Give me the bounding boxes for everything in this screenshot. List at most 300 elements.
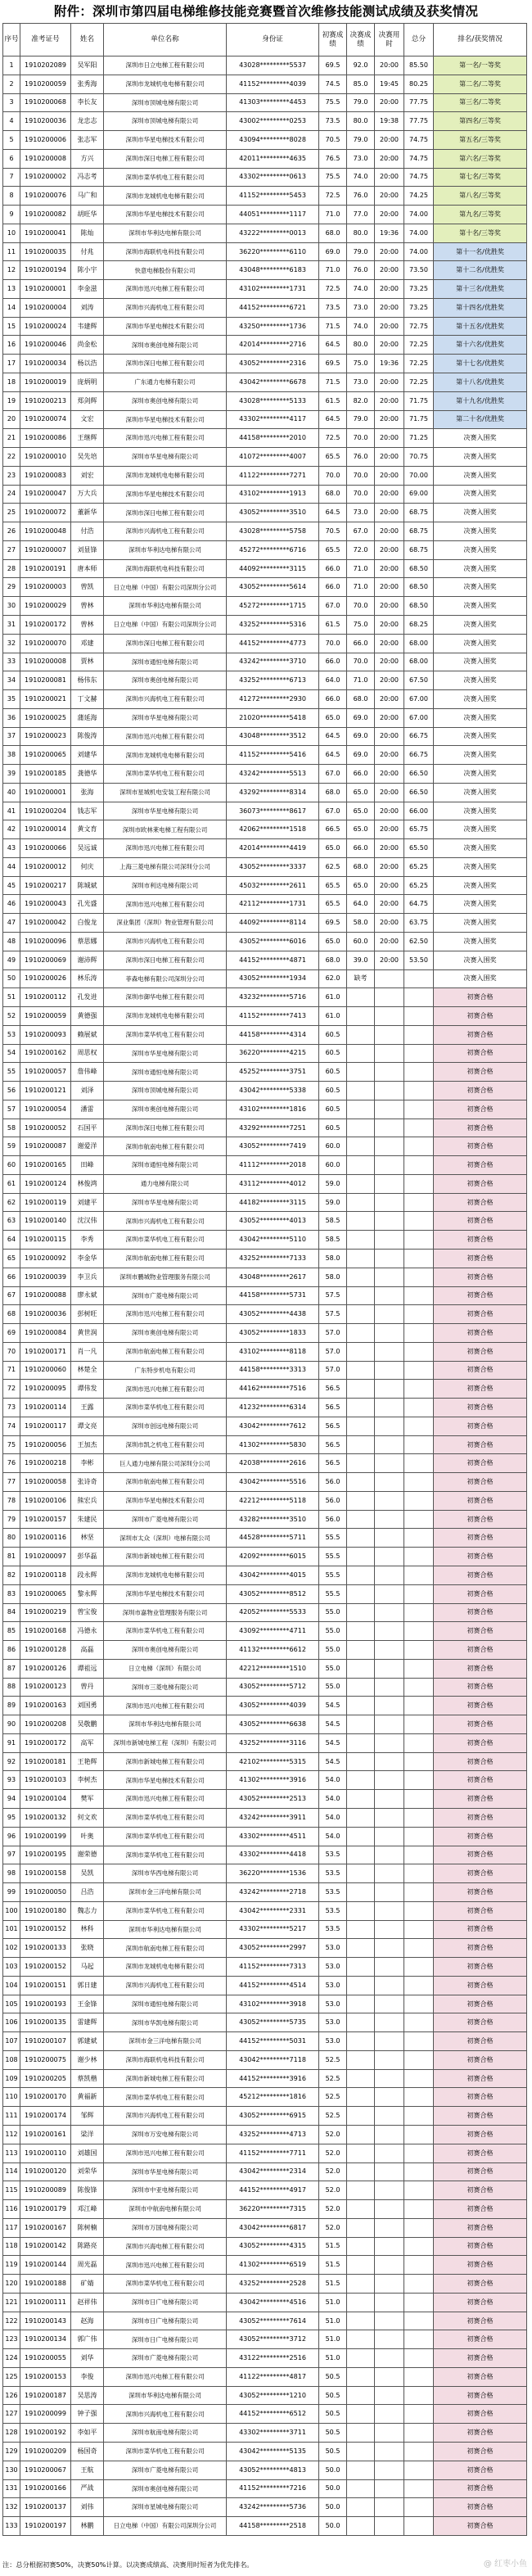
cell-company: 深圳市华星电梯技术有限公司 [104,1584,227,1603]
cell-index: 79 [3,1510,20,1529]
cell-rank: 第二名/二等奖 [434,75,527,93]
cell-time: 19:38 [375,112,404,131]
cell-index: 101 [3,1920,20,1939]
cell-index: 128 [3,2424,20,2443]
cell-name: 王继辉 [71,429,104,448]
cell-ticket: 1910200116 [20,1529,71,1548]
cell-id: 45032*********2611 [227,876,319,895]
cell-ticket: 1910200024 [20,317,71,336]
cell-index: 114 [3,2162,20,2181]
cell-time: 20:00 [375,298,404,317]
table-row [3,261,527,280]
cell-ticket: 1910200181 [20,1752,71,1771]
cell-company: 深圳市迅兴电梯工程有限公司 [104,2144,227,2162]
cell-name: 李彬 [71,1454,104,1473]
cell-final [347,2479,375,2498]
cell-name: 冯志考 [71,168,104,187]
cell-total [404,1100,434,1119]
cell-name: 彭华磊 [71,1548,104,1566]
cell-company: 深圳市华星电梯技术有限公司 [104,206,227,224]
cell-rank: 初赛合格 [434,2125,527,2144]
cell-ticket: 1910200042 [20,914,71,933]
cell-rank: 初赛合格 [434,1324,527,1343]
cell-id: 42038*********2616 [227,1454,319,1473]
cell-rank: 决赛入围奖 [434,597,527,616]
cell-final [347,2237,375,2256]
table-row [3,2032,527,2051]
cell-time [375,1137,404,1156]
cell-prelim: 54.0 [319,1790,347,1809]
cell-ticket: 1910200004 [20,298,71,317]
cell-index: 57 [3,1100,20,1119]
cell-name: 陈城斌 [71,876,104,895]
cell-index: 81 [3,1548,20,1566]
cell-total [404,1491,434,1510]
cell-final [347,2088,375,2107]
cell-ticket: 1910200195 [20,1846,71,1864]
cell-prelim: 60.5 [319,1119,347,1137]
cell-time [375,1473,404,1492]
cell-prelim: 54.5 [319,1733,347,1752]
cell-prelim: 56.5 [319,1380,347,1399]
cell-index: 53 [3,1025,20,1044]
cell-total: 67.00 [404,708,434,727]
cell-total [404,1584,434,1603]
cell-company: 菲森电梯有限公司深圳分公司 [104,969,227,988]
cell-rank: 决赛入围奖 [434,559,527,578]
table-row [3,1752,527,1771]
cell-id: 43292*********8314 [227,783,319,802]
cell-rank: 第七名/三等奖 [434,168,527,187]
cell-ticket: 1910200143 [20,2312,71,2330]
cell-total: 72.75 [404,317,434,336]
cell-name: 杨以浩 [71,355,104,373]
cell-company: 深圳市航南电梯工程有限公司 [104,1137,227,1156]
cell-rank: 第八名/三等奖 [434,187,527,206]
cell-final: 79.0 [347,131,375,150]
cell-total: 68.00 [404,634,434,653]
cell-rank: 决赛入围奖 [434,540,527,559]
table-row [3,969,527,988]
cell-time: 20:00 [375,448,404,467]
cell-final [347,1286,375,1305]
cell-ticket: 1910200001 [20,280,71,299]
cell-name: 谢沛辉 [71,951,104,969]
cell-index: 58 [3,1119,20,1137]
cell-id: 42062*********1518 [227,820,319,839]
cell-company: 深圳市菜华机电工程有限公司 [104,1846,227,1864]
cell-index: 84 [3,1603,20,1622]
cell-ticket: 1910200152 [20,1958,71,1977]
cell-total: 53.50 [404,951,434,969]
cell-ticket: 1910200172 [20,1733,71,1752]
cell-company: 深圳市深日电梯工程有限公司 [104,504,227,522]
cell-rank: 初赛合格 [434,1212,527,1231]
cell-time [375,1100,404,1119]
cell-prelim: 53.5 [319,1920,347,1939]
cell-final: 74.0 [347,317,375,336]
cell-total [404,1417,434,1435]
cell-final: 71.0 [347,578,375,597]
cell-index: 121 [3,2293,20,2312]
cell-index: 120 [3,2275,20,2294]
cell-time [375,1678,404,1697]
header-total: 总分 [404,24,434,56]
cell-index: 65 [3,1250,20,1268]
cell-rank: 初赛合格 [434,1808,527,1827]
table-row [3,448,527,467]
cell-final: 66.0 [347,765,375,784]
cell-name: 赵海 [71,2312,104,2330]
cell-time: 20:00 [375,876,404,895]
cell-prelim: 61.5 [319,615,347,634]
cell-prelim: 53.0 [319,1958,347,1977]
cell-total: 74.75 [404,149,434,168]
cell-index: 11 [3,242,20,261]
cell-rank: 第十七名/优胜奖 [434,355,527,373]
cell-index: 12 [3,261,20,280]
cell-final: 76.0 [347,448,375,467]
cell-id: 44152*********6512 [227,2405,319,2424]
cell-time: 20:00 [375,578,404,597]
cell-company: 深圳市海联机电科技有限公司 [104,559,227,578]
header-index: 序号 [3,24,20,56]
table-row [3,410,527,429]
cell-index: 64 [3,1231,20,1250]
cell-id: 43252*********6713 [227,671,319,690]
cell-prelim: 53.0 [319,2013,347,2032]
cell-time: 20:00 [375,280,404,299]
cell-final: 77.0 [347,206,375,224]
cell-id: 44162*********7516 [227,1380,319,1399]
cell-rank: 初赛合格 [434,2386,527,2405]
cell-ticket: 1910200096 [20,932,71,951]
cell-final: 70.0 [347,466,375,485]
cell-id: 43302*********4418 [227,1846,319,1864]
cell-final: 79.0 [347,93,375,112]
cell-company: 深圳市迅兴电梯工程有限公司 [104,2256,227,2275]
cell-company: 深圳市顶城电梯有限公司 [104,1082,227,1100]
cell-time: 20:00 [375,634,404,653]
cell-ticket: 1910200161 [20,2125,71,2144]
cell-prelim: 52.5 [319,2107,347,2126]
results-table [2,23,527,2536]
cell-index: 29 [3,578,20,597]
cell-id: 43048*********3512 [227,727,319,746]
cell-id: 41122*********7271 [227,466,319,485]
cell-id: 43232*********5716 [227,988,319,1007]
cell-rank: 第十名/三等奖 [434,224,527,242]
cell-prelim: 70.5 [319,131,347,150]
cell-rank: 初赛合格 [434,2293,527,2312]
cell-ticket: 1910200007 [20,540,71,559]
cell-index: 117 [3,2218,20,2237]
cell-rank: 初赛合格 [434,2013,527,2032]
cell-final: 65.0 [347,783,375,802]
cell-total: 63.75 [404,914,434,933]
cell-ticket: 1910200023 [20,727,71,746]
cell-final [347,2256,375,2275]
cell-final [347,1548,375,1566]
cell-company: 深圳市深日电梯工程有限公司 [104,355,227,373]
cell-prelim: 55.5 [319,1529,347,1548]
cell-final: 65.0 [347,876,375,895]
cell-id: 41303*********4453 [227,93,319,112]
cell-name: 吴远诚 [71,839,104,858]
cell-prelim: 75.5 [319,93,347,112]
cell-total: 72.25 [404,336,434,355]
cell-rank: 初赛合格 [434,2424,527,2443]
cell-name: 潘雷 [71,1100,104,1119]
cell-id: 43102*********3918 [227,1995,319,2013]
cell-name: 黄文育 [71,820,104,839]
cell-id: 43052*********5735 [227,2013,319,2032]
cell-rank: 初赛合格 [434,1435,527,1454]
cell-ticket: 1910200187 [20,2386,71,2405]
cell-time: 20:00 [375,895,404,914]
cell-rank: 初赛合格 [434,1491,527,1510]
cell-rank: 初赛合格 [434,1473,527,1492]
cell-prelim: 57.5 [319,1305,347,1324]
cell-total [404,2330,434,2349]
cell-rank: 决赛入围奖 [434,857,527,876]
cell-name: 郭日建 [71,1976,104,1995]
cell-name: 杨国奇 [71,2443,104,2461]
cell-company: 深圳市顶城电梯有限公司 [104,112,227,131]
table-row [3,131,527,150]
cell-name: 周光磊 [71,2256,104,2275]
cell-id: 41152*********7216 [227,2479,319,2498]
cell-rank: 初赛合格 [434,1678,527,1697]
cell-id: 44158*********4314 [227,1025,319,1044]
table-row [3,1883,527,1902]
cell-time: 20:00 [375,261,404,280]
cell-ticket: 1910200217 [20,876,71,895]
cell-id: 43052*********4438 [227,1305,319,1324]
cell-time [375,2461,404,2479]
table-row [3,1305,527,1324]
cell-rank: 决赛入围奖 [434,969,527,988]
cell-name: 刘宏 [71,466,104,485]
cell-name: 吴思涛 [71,2386,104,2405]
table-row [3,2013,527,2032]
cell-ticket: 1910200043 [20,895,71,914]
cell-ticket: 1910200059 [20,75,71,93]
cell-time [375,2479,404,2498]
cell-total: 85.50 [404,56,434,75]
table-row [3,1864,527,1883]
cell-final [347,1044,375,1063]
cell-rank: 初赛合格 [434,2443,527,2461]
cell-total: 72.25 [404,355,434,373]
cell-rank: 初赛合格 [434,2218,527,2237]
cell-time [375,1044,404,1063]
cell-company: 深圳市菜华机电工程有限公司 [104,765,227,784]
cell-company: 深圳市华星电梯技术有限公司 [104,1771,227,1790]
cell-id: 41272*********2930 [227,690,319,709]
cell-index: 17 [3,355,20,373]
cell-time [375,1399,404,1417]
cell-total: 73.50 [404,261,434,280]
cell-ticket: 1910200041 [20,224,71,242]
cell-ticket: 1910200088 [20,1286,71,1305]
cell-company: 深圳市兴海机电工程有限公司 [104,1212,227,1231]
cell-time [375,1510,404,1529]
cell-ticket: 1910200068 [20,93,71,112]
cell-rank: 决赛入围奖 [434,783,527,802]
table-row [3,1808,527,1827]
cell-total [404,1958,434,1977]
table-row [3,2517,527,2536]
cell-time [375,1417,404,1435]
cell-time: 19:45 [375,75,404,93]
cell-name: 韦建辉 [71,317,104,336]
cell-final [347,1156,375,1175]
cell-final [347,2275,375,2294]
table-row [3,1790,527,1809]
cell-ticket: 1910200002 [20,168,71,187]
cell-name: 张秀海 [71,75,104,93]
cell-prelim: 58.0 [319,1250,347,1268]
cell-time [375,2256,404,2275]
cell-total [404,1250,434,1268]
cell-total: 65.25 [404,857,434,876]
cell-final: 76.0 [347,187,375,206]
cell-company: 深圳市奥创电梯有限公司 [104,1324,227,1343]
cell-total [404,1399,434,1417]
cell-final: 73.0 [347,298,375,317]
cell-company: 深圳市华利达电梯有限公司 [104,540,227,559]
cell-company: 深圳市星城电梯有限公司 [104,2498,227,2517]
cell-final [347,2032,375,2051]
cell-final [347,1641,375,1660]
cell-total [404,969,434,988]
cell-index: 74 [3,1417,20,1435]
cell-index: 126 [3,2386,20,2405]
table-row [3,2479,527,2498]
cell-time [375,1231,404,1250]
cell-rank: 初赛合格 [434,1584,527,1603]
cell-id: 44158*********5731 [227,1286,319,1305]
table-row [3,355,527,373]
cell-prelim: 64.5 [319,410,347,429]
cell-prelim: 76.5 [319,149,347,168]
cell-final [347,1976,375,1995]
table-row [3,2330,527,2349]
table-row [3,2144,527,2162]
cell-total [404,1883,434,1902]
cell-final [347,2405,375,2424]
cell-time: 19:36 [375,224,404,242]
cell-total: 68.50 [404,559,434,578]
cell-rank: 决赛入围奖 [434,429,527,448]
cell-rank: 初赛合格 [434,2088,527,2107]
cell-company: 深圳市华利达电梯有限公司 [104,224,227,242]
cell-rank: 第十一名/优胜奖 [434,242,527,261]
cell-index: 44 [3,857,20,876]
cell-id: 36073*********8617 [227,802,319,820]
cell-final [347,1901,375,1920]
cell-company: 深圳市兴海机电工程有限公司 [104,298,227,317]
cell-prelim: 54.5 [319,1697,347,1715]
cell-time [375,1883,404,1902]
cell-ticket: 1910200114 [20,1399,71,1417]
cell-prelim: 64.0 [319,671,347,690]
cell-ticket: 1910200166 [20,2479,71,2498]
cell-prelim: 55.0 [319,1622,347,1641]
cell-total: 80.25 [404,75,434,93]
cell-time [375,2069,404,2088]
cell-index: 73 [3,1399,20,1417]
cell-total [404,1510,434,1529]
cell-total [404,1715,434,1734]
cell-index: 110 [3,2088,20,2107]
cell-time [375,1250,404,1268]
cell-company: 深圳市华星电梯有限公司 [104,1044,227,1063]
cell-id: 43052*********7614 [227,2312,319,2330]
cell-prelim: 61.0 [319,1007,347,1026]
table-row [3,559,527,578]
cell-index: 60 [3,1156,20,1175]
cell-company: 深圳市华星电梯技术有限公司 [104,317,227,336]
cell-company: 上海三菱电梯有限公司深圳分公司 [104,857,227,876]
cell-final [347,988,375,1007]
cell-total [404,1827,434,1846]
cell-ticket: 1910200097 [20,1548,71,1566]
cell-ticket: 1910200084 [20,1324,71,1343]
cell-time [375,1156,404,1175]
cell-ticket: 1910200081 [20,671,71,690]
cell-index: 77 [3,1473,20,1492]
cell-rank: 决赛入围奖 [434,746,527,765]
cell-total: 73.25 [404,280,434,299]
header-name: 姓名 [71,24,104,56]
cell-company: 深圳市御华电梯工程有限公司 [104,988,227,1007]
cell-final: 68.0 [347,857,375,876]
cell-rank: 初赛合格 [434,1156,527,1175]
cell-rank: 初赛合格 [434,1641,527,1660]
cell-name: 吴军阳 [71,56,104,75]
cell-company: 深圳市华星电梯技术有限公司 [104,131,227,150]
cell-name: 陈树楠 [71,2218,104,2237]
cell-total [404,2498,434,2517]
cell-rank: 初赛合格 [434,1137,527,1156]
cell-index: 62 [3,1193,20,1212]
cell-final [347,1603,375,1622]
cell-final [347,1399,375,1417]
cell-total: 66.75 [404,746,434,765]
cell-company: 深圳市华利达电梯有限公司 [104,597,227,616]
table-row [3,578,527,597]
cell-prelim: 51.0 [319,2349,347,2368]
cell-index: 50 [3,969,20,988]
cell-index: 26 [3,522,20,541]
cell-index: 109 [3,2069,20,2088]
cell-ticket: 1910200076 [20,187,71,206]
cell-rank: 初赛合格 [434,1901,527,1920]
cell-name: 李如平 [71,2424,104,2443]
cell-company: 深圳市金三洋电梯有限公司 [104,1883,227,1902]
cell-index: 98 [3,1864,20,1883]
cell-prelim: 54.0 [319,1771,347,1790]
cell-time [375,1491,404,1510]
cell-time: 20:00 [375,746,404,765]
cell-rank: 决赛入围奖 [434,690,527,709]
cell-prelim: 60.0 [319,1156,347,1175]
cell-name: 王艳辉 [71,1752,104,1771]
cell-rank: 第九名/三等奖 [434,206,527,224]
cell-time [375,1641,404,1660]
